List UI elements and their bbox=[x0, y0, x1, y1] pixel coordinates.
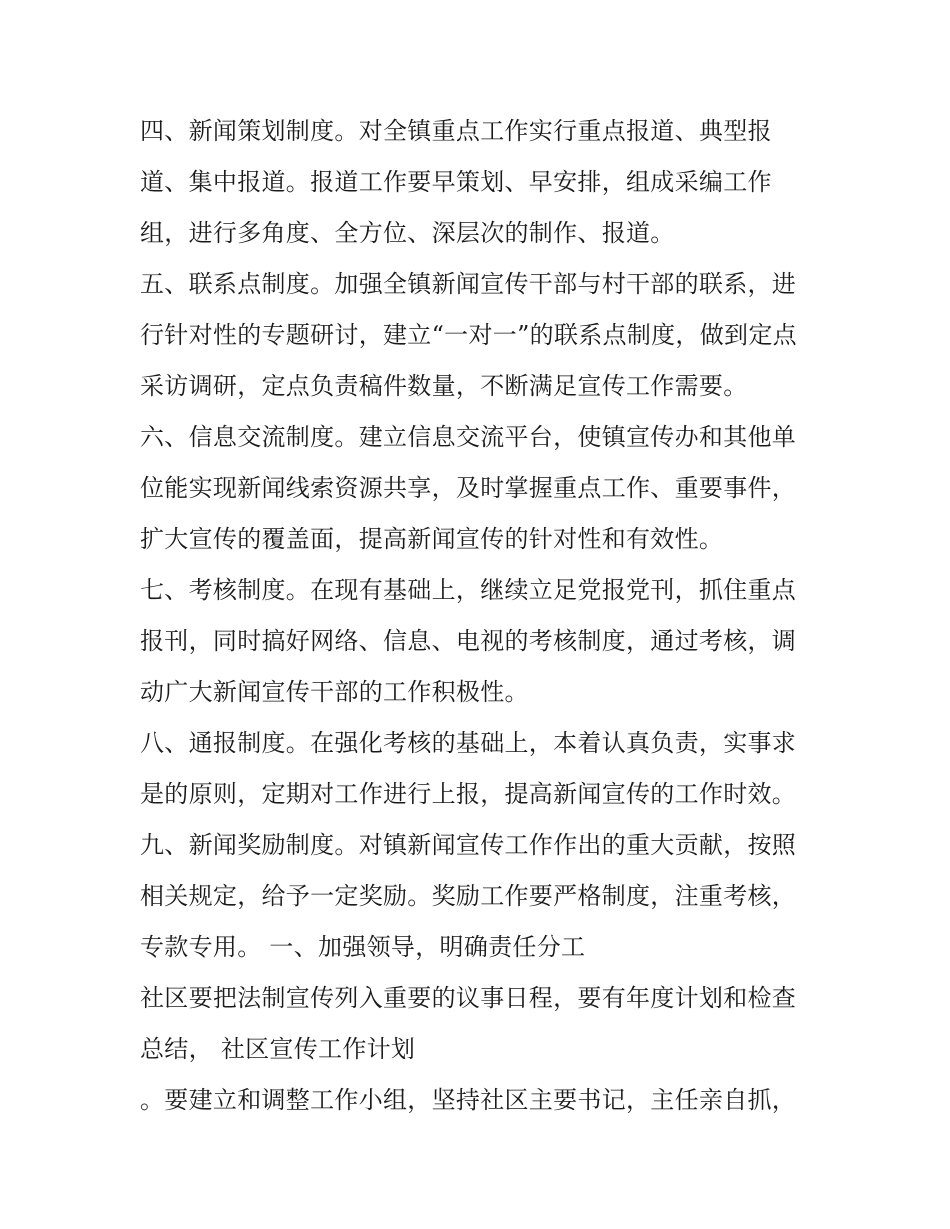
text-line: 。要建立和调整工作小组，坚持社区主要书记，主任亲自抓， bbox=[140, 1086, 797, 1114]
text-line: 采访调研，定点负责稿件数量，不断满足宣传工作需要。 bbox=[140, 372, 748, 400]
text-line: 组，进行多角度、全方位、深层次的制作、报道。 bbox=[140, 219, 675, 247]
text-line: 八、通报制度。在强化考核的基础上，本着认真负责，实事求 bbox=[140, 729, 797, 757]
text-line: 扩大宣传的覆盖面，提高新闻宣传的针对性和有效性。 bbox=[140, 525, 724, 553]
text-line: 七、考核制度。在现有基础上，继续立足党报党刊，抓住重点 bbox=[140, 576, 797, 604]
text-line: 相关规定，给予一定奖励。奖励工作要严格制度，注重考核， bbox=[140, 882, 797, 910]
text-line: 道、集中报道。报道工作要早策划、早安排，组成采编工作 bbox=[140, 168, 772, 196]
text-line: 报刊，同时搞好网络、信息、电视的考核制度，通过考核，调 bbox=[140, 627, 797, 655]
text-line: 五、联系点制度。加强全镇新闻宣传干部与村干部的联系，进 bbox=[140, 270, 797, 298]
text-line: 专款专用。 一、加强领导，明确责任分工 bbox=[140, 933, 586, 961]
document-body bbox=[140, 106, 820, 1126]
text-line: 动广大新闻宣传干部的工作积极性。 bbox=[140, 678, 529, 706]
text-line: 位能实现新闻线索资源共享，及时掌握重点工作、重要事件， bbox=[140, 474, 797, 502]
text-line: 四、新闻策划制度。对全镇重点工作实行重点报道、典型报 bbox=[140, 117, 772, 145]
text-line: 是的原则，定期对工作进行上报，提高新闻宣传的工作时效。 bbox=[140, 780, 797, 808]
text-line: 九、新闻奖励制度。对镇新闻宣传工作作出的重大贡献，按照 bbox=[140, 831, 797, 859]
text-line: 总结， 社区宣传工作计划 bbox=[140, 1035, 416, 1063]
text-line: 社区要把法制宣传列入重要的议事日程，要有年度计划和检查 bbox=[140, 984, 797, 1012]
text-line: 行针对性的专题研讨，建立“一对一”的联系点制度，做到定点 bbox=[140, 321, 797, 349]
text-line: 六、信息交流制度。建立信息交流平台，使镇宣传办和其他单 bbox=[140, 423, 797, 451]
